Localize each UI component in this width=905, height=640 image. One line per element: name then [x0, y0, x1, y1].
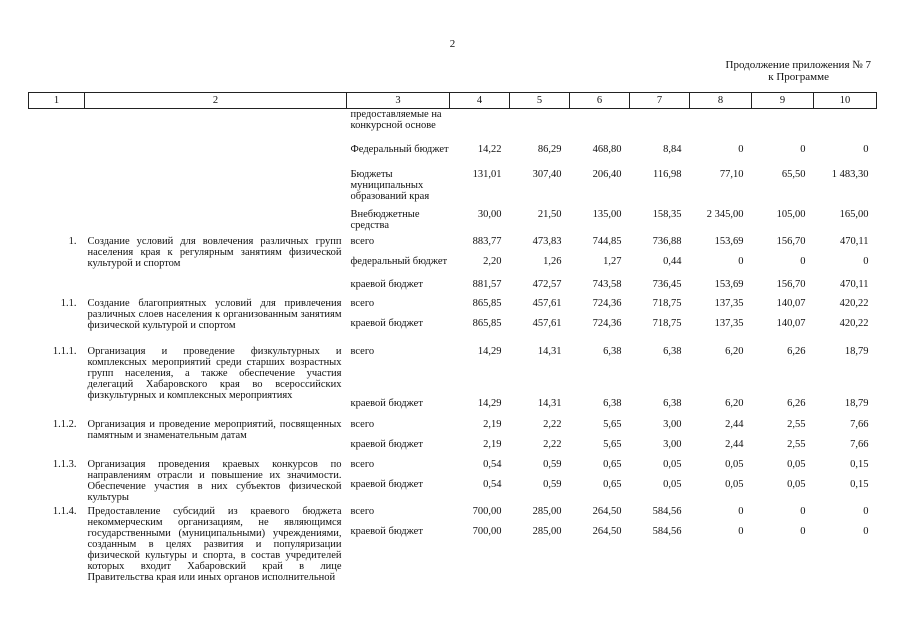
row-number [29, 318, 85, 346]
value-cell [630, 109, 690, 144]
row-number [29, 169, 85, 209]
value-cell: 420,22 [839, 317, 869, 329]
value-cell: 105,00 [776, 208, 806, 220]
value-cell: 0 [800, 143, 806, 155]
value-cell: 285,00 [532, 505, 562, 517]
value-cell: 584,56 [652, 505, 682, 517]
funding-source: всего [350, 297, 375, 309]
value-cell: 0 [738, 143, 744, 155]
value-cell [814, 109, 877, 144]
value-cell: 14,29 [477, 397, 502, 409]
value-cell: 0,59 [543, 478, 562, 490]
value-cell: 7,66 [850, 438, 869, 450]
value-cell: 0 [863, 525, 869, 537]
value-cell: 0,65 [603, 478, 622, 490]
value-cell: 743,58 [592, 278, 622, 290]
row-number [29, 109, 85, 144]
value-cell: 206,40 [592, 168, 622, 180]
value-cell: 0,05 [787, 478, 806, 490]
value-cell: 881,57 [472, 278, 502, 290]
value-cell: 135,00 [592, 208, 622, 220]
value-cell: 140,07 [776, 317, 806, 329]
activity-name [85, 109, 347, 144]
value-cell: 470,11 [840, 278, 869, 290]
value-cell: 0 [738, 525, 744, 537]
value-cell: 473,83 [532, 235, 562, 247]
value-cell: 0,59 [543, 458, 562, 470]
value-cell: 0,44 [663, 255, 682, 267]
value-cell: 0 [738, 255, 744, 267]
row-number [29, 398, 85, 419]
funding-source: Федеральный бюджет [350, 143, 449, 155]
value-cell: 14,31 [537, 397, 562, 409]
value-cell: 6,38 [603, 345, 622, 357]
appendix-title: Продолжение приложения № 7 [725, 59, 871, 71]
value-cell: 6,20 [725, 397, 744, 409]
row-number [29, 479, 85, 506]
value-cell: 2,20 [483, 255, 502, 267]
value-cell: 457,61 [532, 297, 562, 309]
value-cell: 0 [738, 505, 744, 517]
value-cell: 468,80 [592, 143, 622, 155]
value-cell: 420,22 [839, 297, 869, 309]
row-number [29, 256, 85, 279]
funding-source: краевой бюджет [350, 478, 423, 490]
value-cell: 724,36 [592, 317, 622, 329]
activity-name: Организация и проведение физкультурных и комплексных мероприятий среди старших возрастных групп населения, а также обеспечение участия делегаций Хабаровского края во всероссийских физкультурных и комплексных мероприятиях [87, 345, 342, 401]
value-cell: 6,26 [787, 345, 806, 357]
value-cell: 718,75 [652, 317, 682, 329]
value-cell: 736,45 [652, 278, 682, 290]
value-cell: 0,65 [603, 458, 622, 470]
value-cell: 14,29 [477, 345, 502, 357]
value-cell: 718,75 [652, 297, 682, 309]
value-cell: 0,54 [483, 478, 502, 490]
value-cell: 700,00 [472, 525, 502, 537]
funding-source: всего [350, 235, 375, 247]
value-cell: 700,00 [472, 505, 502, 517]
value-cell: 1 483,30 [831, 168, 869, 180]
value-cell: 6,20 [725, 345, 744, 357]
value-cell: 7,66 [850, 418, 869, 430]
activity-name: Организация проведения краевых конкурсов по направлениям отрасли и повышение их значимости. Обеспечение участия в них субъектов физической культуры [87, 458, 342, 503]
activity-name [85, 209, 347, 236]
column-header: 7 [630, 93, 690, 109]
funding-source: всего [350, 345, 375, 357]
table-row [29, 459, 877, 479]
value-cell: 21,50 [537, 208, 562, 220]
value-cell: 6,38 [663, 397, 682, 409]
column-header: 2 [85, 93, 347, 109]
value-cell: 744,85 [592, 235, 622, 247]
row-number: 1.1.2. [52, 418, 77, 430]
column-header: 10 [814, 93, 877, 109]
row-number: 1.1.1. [52, 345, 77, 357]
value-cell: 6,38 [603, 397, 622, 409]
table-row [29, 236, 877, 256]
value-cell: 0,05 [787, 458, 806, 470]
column-header: 4 [450, 93, 510, 109]
value-cell: 2,22 [543, 438, 562, 450]
value-cell: 6,26 [787, 397, 806, 409]
value-cell: 5,65 [603, 418, 622, 430]
funding-source: Бюджеты муниципальных образований края [350, 168, 430, 202]
activity-name: Создание благоприятных условий для привлечения различных слоев населения к организованным занятиям физической культурой и спортом [87, 297, 342, 331]
table-row [29, 506, 877, 526]
value-cell: 0,54 [483, 458, 502, 470]
activity-name: Создание условий для вовлечения различных групп населения края к регулярным занятиям физической культурой и спортом [87, 235, 342, 269]
column-header: 9 [752, 93, 814, 109]
row-number [29, 144, 85, 169]
value-cell: 0,15 [850, 478, 869, 490]
funding-source: краевой бюджет [350, 317, 423, 329]
value-cell: 883,77 [472, 235, 502, 247]
value-cell: 3,00 [663, 418, 682, 430]
value-cell: 153,69 [714, 278, 744, 290]
value-cell: 0,05 [663, 458, 682, 470]
value-cell: 865,85 [472, 317, 502, 329]
value-cell: 307,40 [532, 168, 562, 180]
funding-source: Внебюджетные средства [350, 208, 420, 231]
table-row [29, 209, 877, 236]
value-cell: 18,79 [844, 345, 869, 357]
value-cell: 2,19 [483, 438, 502, 450]
table-body [29, 109, 877, 586]
value-cell: 724,36 [592, 297, 622, 309]
appendix-subtitle: к Программе [768, 71, 829, 83]
value-cell: 0,05 [725, 458, 744, 470]
value-cell [690, 109, 752, 144]
funding-source: краевой бюджет [350, 525, 423, 537]
value-cell: 77,10 [719, 168, 744, 180]
value-cell: 0 [863, 255, 869, 267]
value-cell: 457,61 [532, 317, 562, 329]
row-number: 1. [68, 235, 77, 247]
value-cell: 0,15 [850, 458, 869, 470]
value-cell: 0,05 [725, 478, 744, 490]
header-row [29, 93, 877, 109]
value-cell: 0 [800, 505, 806, 517]
value-cell: 2,19 [483, 418, 502, 430]
funding-source: всего [350, 458, 375, 470]
activity-name: Предоставление субсидий из краевого бюджета некоммерческим организациям, не являющимся государственными (муниципальными) учреждениями, созданным в целях развития и популяризации физической культуры и спорта, в состав учредителей которых входит Хабаровский край в лице Правительства края или иных органов исполнительной [87, 505, 342, 583]
table-row [29, 169, 877, 209]
value-cell: 140,07 [776, 297, 806, 309]
column-header: 8 [690, 93, 752, 109]
row-number [29, 279, 85, 298]
value-cell: 736,88 [652, 235, 682, 247]
value-cell: 137,35 [714, 317, 744, 329]
budget-table [28, 92, 877, 586]
value-cell: 137,35 [714, 297, 744, 309]
column-header: 5 [510, 93, 570, 109]
row-number: 1.1.3. [52, 458, 77, 470]
table-row [29, 298, 877, 318]
value-cell: 86,29 [537, 143, 562, 155]
value-cell: 153,69 [714, 235, 744, 247]
value-cell: 6,38 [663, 345, 682, 357]
value-cell [450, 109, 510, 144]
value-cell: 285,00 [532, 525, 562, 537]
value-cell: 65,50 [781, 168, 806, 180]
value-cell: 131,01 [472, 168, 502, 180]
value-cell: 165,00 [839, 208, 869, 220]
value-cell: 2,22 [543, 418, 562, 430]
value-cell: 0 [863, 143, 869, 155]
value-cell: 156,70 [776, 235, 806, 247]
table-row [29, 419, 877, 439]
value-cell: 264,50 [592, 525, 622, 537]
value-cell: 584,56 [652, 525, 682, 537]
value-cell [752, 109, 814, 144]
value-cell: 2,55 [787, 438, 806, 450]
value-cell: 116,98 [653, 168, 682, 180]
value-cell: 1,27 [603, 255, 622, 267]
value-cell: 865,85 [472, 297, 502, 309]
page-number: 2 [449, 38, 456, 50]
value-cell: 14,31 [537, 345, 562, 357]
value-cell: 472,57 [532, 278, 562, 290]
value-cell: 14,22 [477, 143, 502, 155]
table-row [29, 346, 877, 398]
value-cell: 2,44 [725, 438, 744, 450]
value-cell: 0,05 [663, 478, 682, 490]
table-row [29, 144, 877, 169]
funding-source: всего [350, 505, 375, 517]
funding-source: всего [350, 418, 375, 430]
funding-source: краевой бюджет [350, 397, 423, 409]
row-number: 1.1.4. [52, 505, 77, 517]
row-number [29, 526, 85, 586]
funding-source: федеральный бюджет [350, 255, 448, 267]
funding-source: предоставляемые на конкурсной основе [350, 109, 442, 131]
value-cell: 2,55 [787, 418, 806, 430]
value-cell: 18,79 [844, 397, 869, 409]
row-number [29, 209, 85, 236]
table-row [29, 109, 877, 144]
column-header: 1 [29, 93, 85, 109]
value-cell: 0 [800, 525, 806, 537]
value-cell: 264,50 [592, 505, 622, 517]
value-cell: 5,65 [603, 438, 622, 450]
value-cell: 0 [800, 255, 806, 267]
value-cell [510, 109, 570, 144]
value-cell [570, 109, 630, 144]
value-cell: 30,00 [477, 208, 502, 220]
value-cell: 2 345,00 [706, 208, 744, 220]
column-header: 6 [570, 93, 630, 109]
appendix-caption [726, 59, 871, 83]
activity-name [85, 169, 347, 209]
value-cell: 1,26 [543, 255, 562, 267]
row-number: 1.1. [60, 297, 77, 309]
value-cell: 470,11 [840, 235, 869, 247]
activity-name [85, 144, 347, 169]
value-cell: 156,70 [776, 278, 806, 290]
row-number [29, 439, 85, 459]
value-cell: 0 [863, 505, 869, 517]
column-header: 3 [347, 93, 450, 109]
table-header [29, 93, 877, 109]
activity-name: Организация и проведение мероприятий, посвященных памятным и знаменательным датам [87, 418, 342, 441]
value-cell: 8,84 [663, 143, 682, 155]
funding-source: краевой бюджет [350, 438, 423, 450]
funding-source: краевой бюджет [350, 278, 423, 290]
value-cell: 158,35 [652, 208, 682, 220]
value-cell: 2,44 [725, 418, 744, 430]
value-cell: 3,00 [663, 438, 682, 450]
